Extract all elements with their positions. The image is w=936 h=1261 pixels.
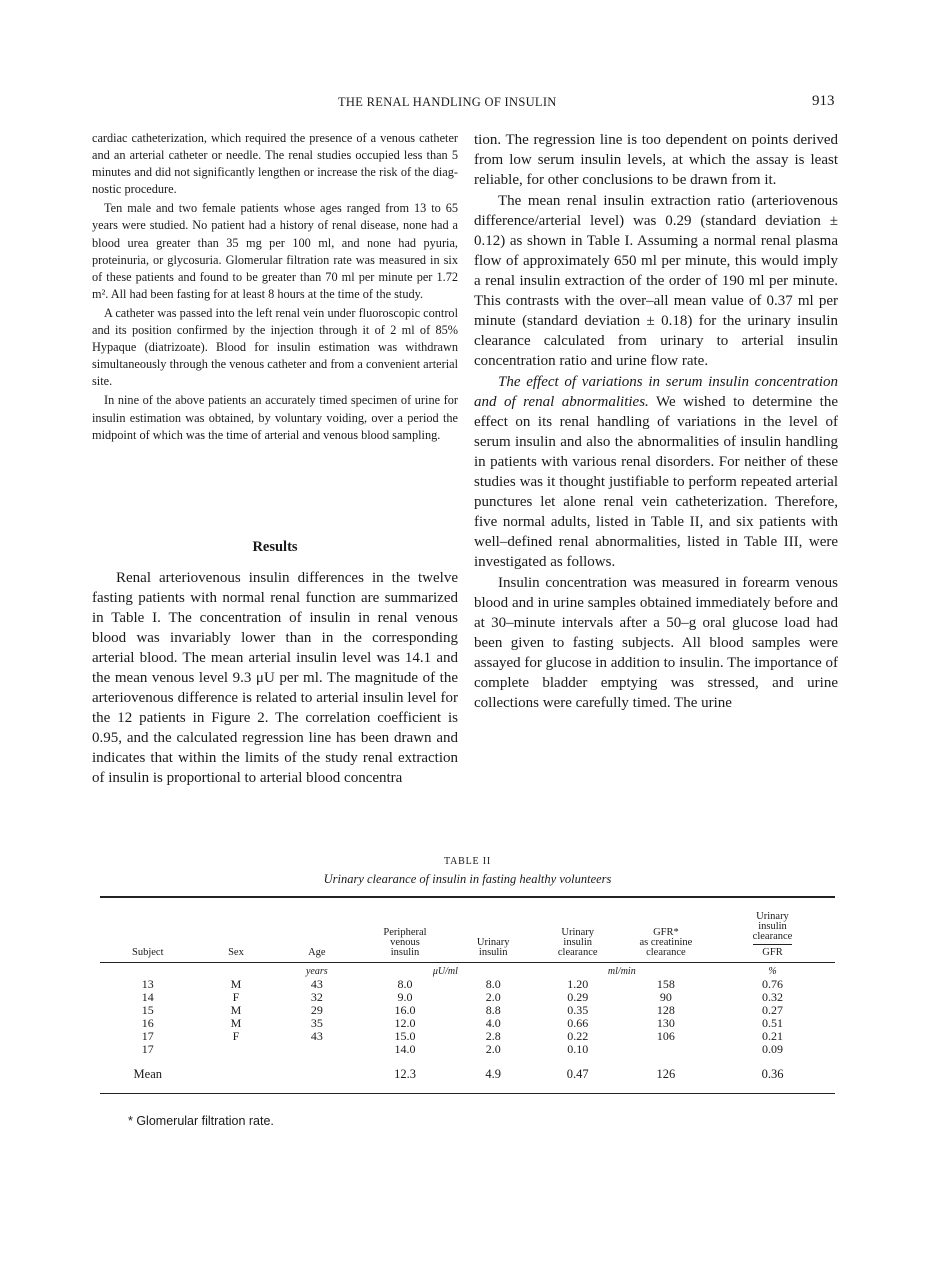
subsection-text: We wished to determine the effect on its renal handling of variations in the level of serum insulin and also the abnormalities of insulin handling in patients with various renal disorders. For neither of these studies was it thought justifiable to perform repeated arterial punctures let alone renal vein catheterization. Therefore, five normal adults, listed in Table II, and six patients with well–defined renal abnormalities, listed in Table III, were investigated as follows. xyxy=(474,394,838,570)
table-caption: Urinary clearance of insulin in fasting healthy volunteers xyxy=(323,872,612,886)
column-header-gfr: GFR* as creatinine clearance xyxy=(639,926,693,958)
paragraph: tion. The regression line is too dependent on points derived from low serum insulin levels, at which the assay is least reliable, for other conclusions to be drawn from it. xyxy=(474,132,838,188)
running-title: THE RENAL HANDLING OF INSULIN xyxy=(338,95,557,109)
page-number: 913 xyxy=(812,93,835,109)
table-row: 14 F 32 9.0 2.0 0.29 90 0.32 xyxy=(141,989,783,1004)
left-column-methods xyxy=(92,130,458,444)
subsection-title: The effect of variations in serum insulin concentration and of renal abnormalities. xyxy=(474,374,838,410)
column-header-age: Age xyxy=(308,946,326,958)
paragraph: Insulin concentration was measured in forearm venous blood and in urine samples obtained immediately before and at 30–minute intervals after a 50–g oral glucose load had been given to fasting subjects. All blood samples were assayed for glucose in addition to insulin. The importance of complete bladder emptying was stressed, and urine collections were carefully timed. The urine xyxy=(474,575,838,711)
paragraph: Renal arteriovenous insulin differences in the twelve fasting patients with normal renal function are summarized in Table I. The concentration of insulin in renal venous blood was invariably lower than in the corresponding arterial blood. The mean arterial insulin level was 14.1 and the mean venous level 9.3 μU per ml. The magnitude of the arteriovenous difference is related to arterial insulin level for the 12 patients in Figure 2. The correlation coefficient is 0.95, and the calculated regression line has been drawn and indicates that within the limits of the study renal extraction of insulin is proportional to arterial blood concentra xyxy=(92,570,458,786)
section-heading-results: Results xyxy=(252,539,298,555)
column-header-sex: Sex xyxy=(228,946,244,958)
unit-ratio: % xyxy=(768,965,777,977)
right-column xyxy=(474,130,838,713)
running-head xyxy=(0,95,936,115)
column-header-clearance-gfr-ratio: Urinary insulin clearance GFR xyxy=(752,910,793,958)
left-column-results xyxy=(92,568,458,788)
paragraph: cardiac catheterization, which required the presence of a venous catheter and an arterial catheter or needle. The renal studies occupied less than 5 minutes and did not significantly lengthen or increase the risk of the diagnostic procedure. xyxy=(92,131,458,197)
table-row: 17 14.0 2.0 0.10 0.09 xyxy=(141,1041,783,1056)
table-row: 15 M 29 16.0 8.8 0.35 128 0.27 xyxy=(141,1002,783,1017)
table-ii xyxy=(100,856,835,1094)
units-row xyxy=(100,962,835,978)
table-row: 17 F 43 15.0 2.8 0.22 106 0.21 xyxy=(141,1028,783,1043)
table-row-mean: Mean 12.3 4.9 0.47 126 0.36 xyxy=(100,1056,835,1094)
unit-clearance: ml/min xyxy=(607,965,636,977)
column-header-peripheral-venous-insulin: Peripheral venous insulin xyxy=(383,926,427,958)
mean-label: Mean xyxy=(133,1066,162,1081)
table-footnote: * Glomerular filtration rate. xyxy=(128,1114,274,1128)
paragraph: In nine of the above patients an accurately timed specimen of urine for insulin estimation was obtained, by voluntary voiding, over a period the midpoint of which was the time of arterial and venous blood sampling. xyxy=(92,393,458,442)
column-header-subject: Subject xyxy=(132,946,164,958)
paragraph: A catheter was passed into the left renal vein under fluoroscopic control and its position confirmed by the injection through it of 2 ml of 85% Hypaque (diatrizoate). Blood for insulin estimation was withdrawn simultaneously through the venous catheter and from a convenient arterial site. xyxy=(92,305,458,389)
table-label: TABLE II xyxy=(444,856,491,867)
unit-insulin: μU/ml xyxy=(432,965,458,977)
paragraph-subsection xyxy=(474,372,838,572)
data-table xyxy=(100,898,835,1094)
paragraph: The mean renal insulin extraction ratio (arteriovenous difference/arterial level) was 0.29 (standard deviation ± 0.12) as shown in Table I. Assuming a normal renal plasma flow of approximately 650 ml per minute, this would imply a renal insulin extraction of the order of 190 ml per minute. This contrasts with the over–all mean value of 0.37 ml per minute (standard deviation ± 0.18) for the urinary insulin clearance calculated from urinary to arterial insulin concentration ratio and urine flow rate. xyxy=(474,193,838,369)
paragraph: Ten male and two female patients whose ages ranged from 13 to 65 years were studied. No patient had a history of renal disease, none had a blood urea greater than 35 mg per 100 ml, and none had pyuria, proteinuria, or glycosuria. Glomerular filtration rate was measured in six of these patients and found to be greater than 70 ml per minute per 1.72 m². All had been fasting for at least 8 hours at the time of the study. xyxy=(92,201,458,301)
unit-age: years xyxy=(305,965,328,977)
table-row: 16 M 35 12.0 4.0 0.66 130 0.51 xyxy=(141,1015,783,1030)
column-header-urinary-insulin-clearance: Urinary insulin clearance xyxy=(557,926,598,958)
table-row: 13 M 43 8.0 8.0 1.20 158 0.76 xyxy=(141,976,783,991)
column-header-urinary-insulin: Urinary insulin xyxy=(476,936,510,958)
